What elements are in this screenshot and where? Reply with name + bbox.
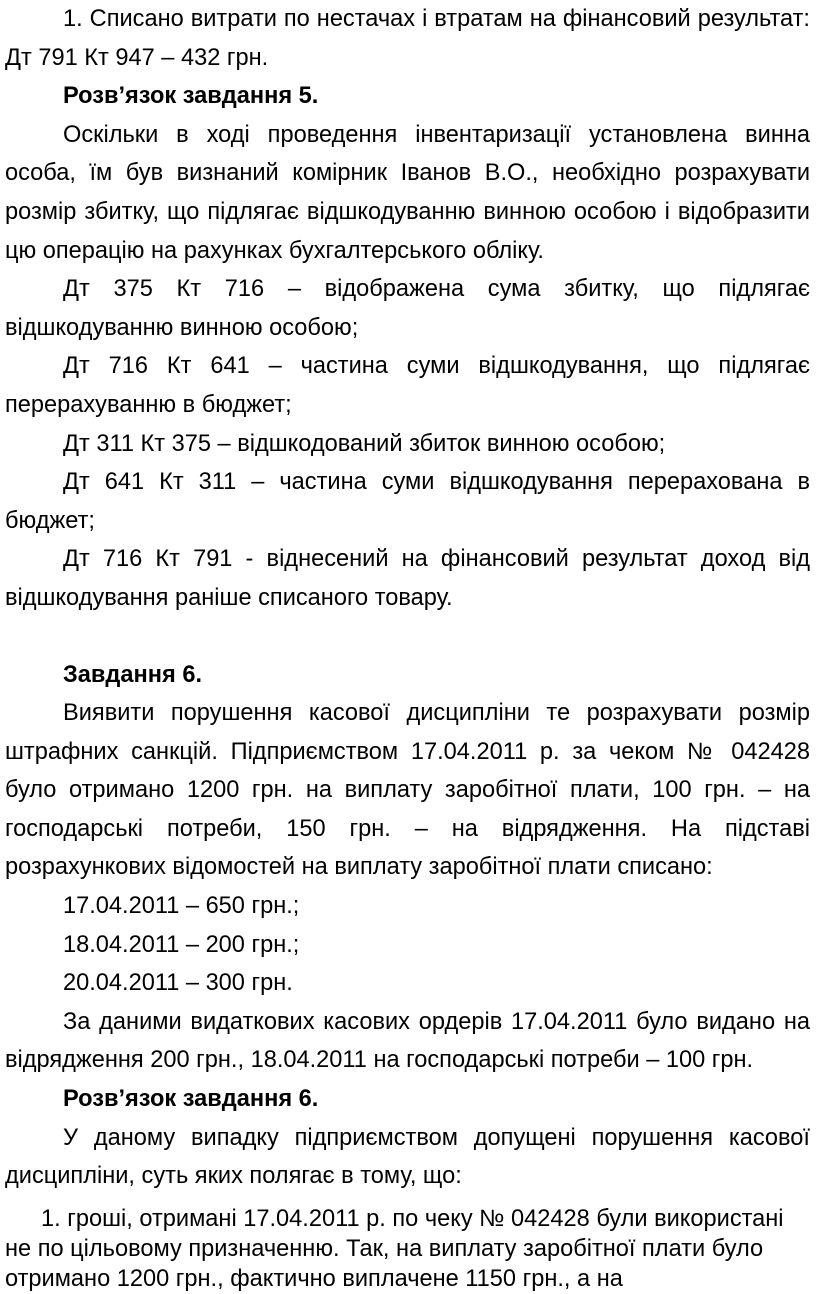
heading-task-6: Завдання 6. <box>63 661 203 688</box>
paragraph-task-6-statement: Виявити порушення касової дисципліни те розрахувати розмір штрафних санкцій. Підприємством 17.04.2011 р. за чеком № 042428 було отримано 1200 грн. на виплату заробітної плати, 100 грн. – на господарські потреби, 150 грн. – на відрядження. На підставі розрахункових відомостей на виплату заробітної плати списано: <box>5 700 810 881</box>
heading-solution-5: Розв’язок завдання 5. <box>63 83 319 110</box>
paragraph-entry-311-375: Дт 311 Кт 375 – відшкодований збиток винною особою; <box>63 430 666 457</box>
paragraph-entry-716-791: Дт 716 Кт 791 - віднесений на фінансовий результат доход від відшкодування раніше списаного товару. <box>5 546 810 611</box>
paragraph-entry-716-641: Дт 716 Кт 641 – частина суми відшкодування, що підлягає перерахуванню в бюджет; <box>5 353 810 418</box>
paragraph-entry-641-311: Дт 641 Кт 311 – частина суми відшкодування перерахована в бюджет; <box>5 469 810 534</box>
heading-solution-6: Розв’язок завдання 6. <box>63 1086 319 1113</box>
paragraph-violations-intro: У даному випадку підприємством допущені порушення касової дисципліни, суть яких полягає в тому, що: <box>5 1124 810 1190</box>
spacer <box>5 618 810 656</box>
paragraph-payroll-date-1: 17.04.2011 – 650 грн.; <box>63 893 300 920</box>
paragraph-inventory-guilty-person: Оскільки в ході проведення інвентаризації установлена винна особа, їм був визнаний комірник Іванов В.О., необхідно розрахувати розмір збитку, що підлягає відшкодуванню винною особою і відобразити цю операцію на рахунках бухгалтерського обліку. <box>5 121 810 264</box>
paragraph-cash-orders: За даними видаткових касових ордерів 17.04.2011 було видано на відрядження 200 грн., 18.04.2011 на господарські потреби – 100 грн. <box>5 1008 810 1074</box>
paragraph-entry-375-716: Дт 375 Кт 716 – відображена сума збитку, що підлягає відшкодуванню винною особою; <box>5 276 810 341</box>
paragraph-payroll-date-3: 20.04.2011 – 300 грн. <box>63 970 293 997</box>
paragraph-write-off-losses: 1. Списано витрати по нестачах і втратам на фінансовий результат: Дт 791 Кт 947 – 432 грн. <box>5 6 810 71</box>
paragraph-payroll-date-2: 18.04.2011 – 200 грн.; <box>63 931 300 958</box>
list-item-violation-1: 1. гроші, отримані 17.04.2011 р. по чеку № 042428 були використані не по цільовому призначенню. Так, на виплату заробітної плати було отримано 1200 грн., фактично виплачене 1150 грн., а на <box>5 1205 784 1292</box>
